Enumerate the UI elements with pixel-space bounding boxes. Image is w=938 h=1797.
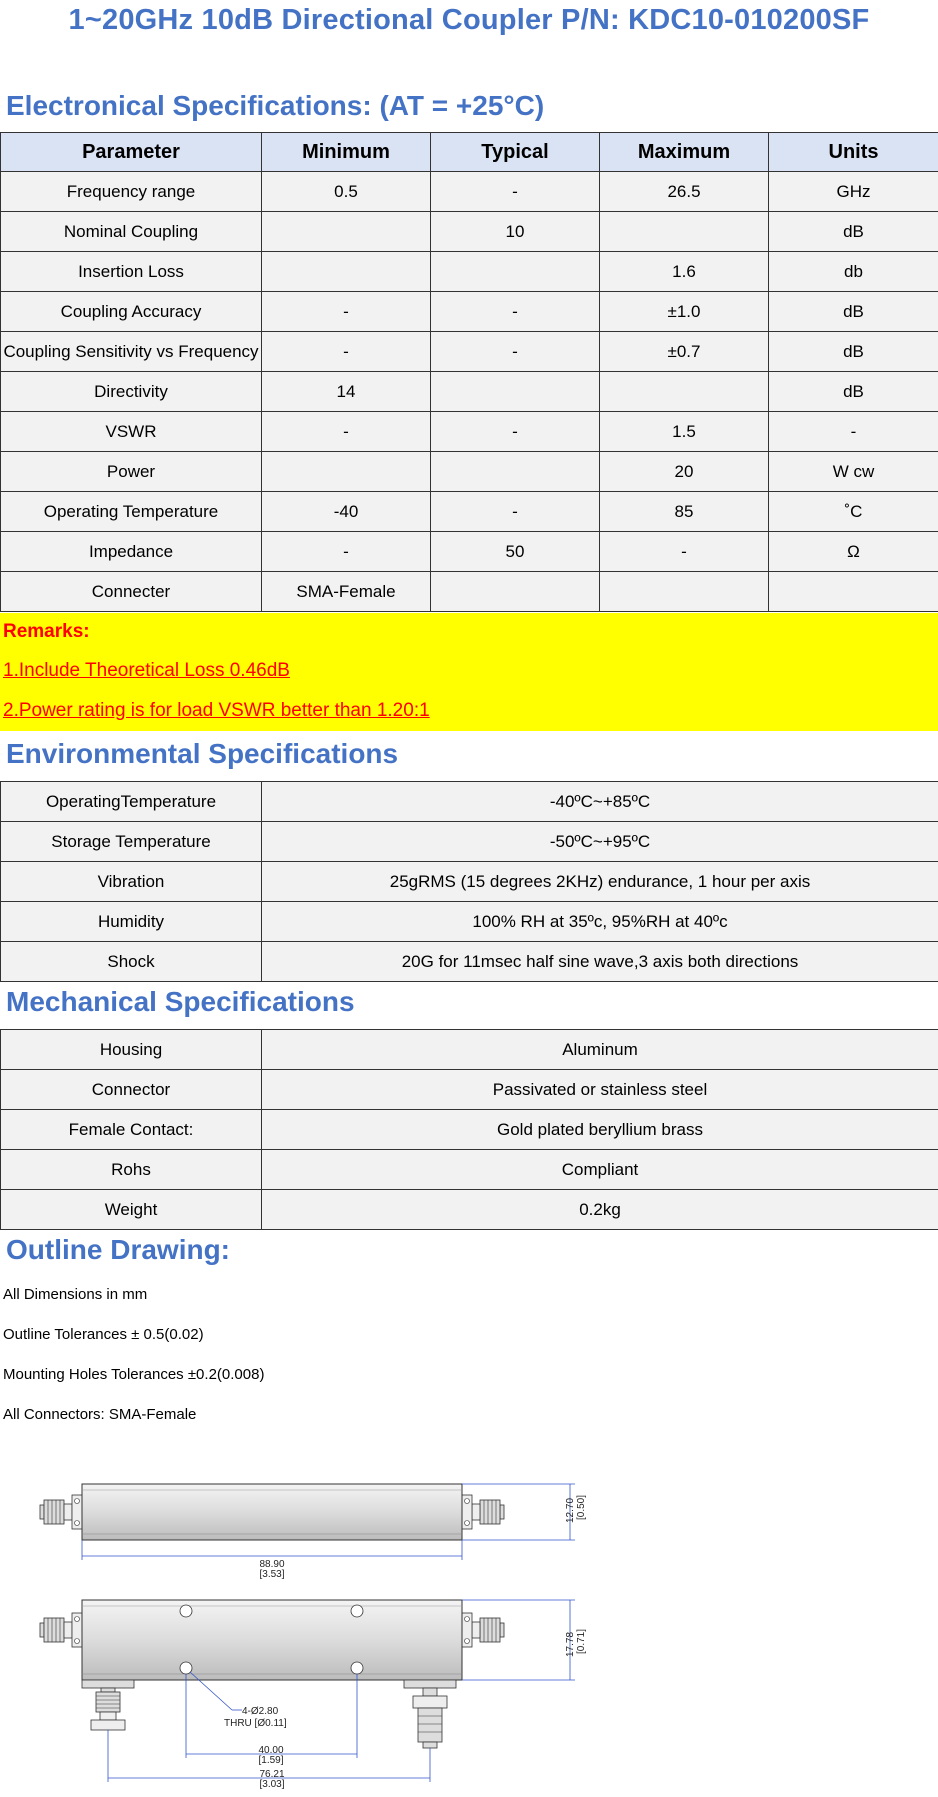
value-cell: 50 (431, 532, 600, 572)
parameter-cell: OperatingTemperature (1, 782, 262, 822)
table-row (1, 782, 938, 822)
remarks-box (0, 613, 938, 731)
parameter-cell: Insertion Loss (1, 252, 262, 292)
table-row (1, 212, 938, 252)
outline-note: All Connectors: SMA-Female (3, 1406, 197, 1423)
front-view (40, 1600, 587, 1790)
parameter-cell: Coupling Sensitivity vs Frequency (1, 332, 262, 372)
value-cell (600, 212, 769, 252)
top-view (40, 1484, 587, 1580)
value-cell: 0.5 (262, 172, 431, 212)
value-cell: ±1.0 (600, 292, 769, 332)
value-cell: Ω (769, 532, 938, 572)
sma-connector-icon (91, 1688, 125, 1730)
value-cell (431, 372, 600, 412)
value-cell: 10 (431, 212, 600, 252)
value-cell: 0.2kg (262, 1190, 938, 1230)
column-header-parameter: Parameter (1, 133, 262, 172)
dimension-label: 40.00 (258, 1745, 284, 1756)
value-cell: 20G for 11msec half sine wave,3 axis both directions (262, 942, 938, 982)
parameter-cell: Power (1, 452, 262, 492)
page-title: 1~20GHz 10dB Directional Coupler P/N: KDC10-010200SF (68, 4, 870, 36)
table-row (1, 822, 938, 862)
parameter-cell: Nominal Coupling (1, 212, 262, 252)
dimension-label: 4-Ø2.80 (242, 1706, 279, 1717)
value-cell: dB (769, 372, 938, 412)
value-cell (262, 252, 431, 292)
value-cell (769, 572, 938, 612)
value-cell: ±0.7 (600, 332, 769, 372)
value-cell: - (600, 532, 769, 572)
value-cell: 85 (600, 492, 769, 532)
value-cell: Passivated or stainless steel (262, 1070, 938, 1110)
value-cell: 25gRMS (15 degrees 2KHz) endurance, 1 hour per axis (262, 862, 938, 902)
outline-note: Outline Tolerances ± 0.5(0.02) (3, 1326, 204, 1343)
value-cell: - (431, 292, 600, 332)
value-cell: -50ºC~+95ºC (262, 822, 938, 862)
sma-connector-icon (462, 1613, 504, 1647)
dimension-label: 88.90 (259, 1559, 285, 1570)
table-row (1, 452, 938, 492)
sma-connector-icon (462, 1495, 504, 1529)
environmental-specs-table (0, 781, 938, 982)
value-cell: ˚C (769, 492, 938, 532)
mechanical-specs-table (0, 1029, 938, 1230)
parameter-cell: Rohs (1, 1150, 262, 1190)
value-cell: dB (769, 212, 938, 252)
outline-note: All Dimensions in mm (3, 1286, 148, 1303)
parameter-cell: Operating Temperature (1, 492, 262, 532)
table-row (1, 572, 938, 612)
value-cell: -40ºC~+85ºC (262, 782, 938, 822)
parameter-cell: VSWR (1, 412, 262, 452)
table-row (1, 332, 938, 372)
value-cell (600, 572, 769, 612)
outline-note: Mounting Holes Tolerances ±0.2(0.008) (3, 1366, 265, 1383)
value-cell: W cw (769, 452, 938, 492)
value-cell: Aluminum (262, 1030, 938, 1070)
table-row (1, 412, 938, 452)
value-cell: SMA-Female (262, 572, 431, 612)
dimension-label: 12.70 (565, 1497, 576, 1523)
value-cell: - (431, 172, 600, 212)
parameter-cell: Female Contact: (1, 1110, 262, 1150)
parameter-cell: Housing (1, 1030, 262, 1070)
value-cell (431, 252, 600, 292)
table-row (1, 252, 938, 292)
dimension-label: [0.71] (576, 1628, 587, 1654)
table-row (1, 1030, 938, 1070)
parameter-cell: Frequency range (1, 172, 262, 212)
parameter-cell: Connecter (1, 572, 262, 612)
parameter-cell: Coupling Accuracy (1, 292, 262, 332)
remark-item: 2.Power rating is for load VSWR better than 1.20:1 (3, 700, 430, 721)
value-cell: db (769, 252, 938, 292)
value-cell: GHz (769, 172, 938, 212)
table-row (1, 862, 938, 902)
column-header-maximum: Maximum (600, 133, 769, 172)
table-row (1, 902, 938, 942)
mechanical-specs-heading: Mechanical Specifications (6, 986, 355, 1017)
value-cell: - (431, 412, 600, 452)
dimension-label: [3.03] (259, 1779, 285, 1790)
outline-drawing (0, 1440, 640, 1790)
table-row (1, 292, 938, 332)
table-row (1, 1070, 938, 1110)
value-cell: - (262, 412, 431, 452)
value-cell: - (431, 332, 600, 372)
value-cell: - (262, 292, 431, 332)
value-cell: 14 (262, 372, 431, 412)
table-row (1, 372, 938, 412)
sma-connector-icon (40, 1613, 82, 1647)
table-row (1, 172, 938, 212)
dimension-label: 17.78 (565, 1631, 576, 1657)
value-cell: dB (769, 332, 938, 372)
table-row (1, 1190, 938, 1230)
parameter-cell: Connector (1, 1070, 262, 1110)
parameter-cell: Shock (1, 942, 262, 982)
table-row (1, 1110, 938, 1150)
sma-connector-icon (40, 1495, 82, 1529)
value-cell: dB (769, 292, 938, 332)
remark-item: 1.Include Theoretical Loss 0.46dB (3, 660, 290, 681)
value-cell: - (262, 532, 431, 572)
dimension-label: 76.21 (259, 1769, 285, 1780)
parameter-cell: Impedance (1, 532, 262, 572)
parameter-cell: Directivity (1, 372, 262, 412)
value-cell: 1.6 (600, 252, 769, 292)
value-cell (262, 452, 431, 492)
dimension-label: [0.50] (576, 1494, 587, 1520)
value-cell: - (769, 412, 938, 452)
dimension-label: [3.53] (259, 1569, 285, 1580)
value-cell: 100% RH at 35ºc, 95%RH at 40ºc (262, 902, 938, 942)
value-cell: 20 (600, 452, 769, 492)
value-cell: -40 (262, 492, 431, 532)
value-cell (431, 452, 600, 492)
value-cell (431, 572, 600, 612)
table-row (1, 532, 938, 572)
dimension-label: THRU [Ø0.11] (224, 1718, 287, 1729)
parameter-cell: Storage Temperature (1, 822, 262, 862)
remarks-heading: Remarks: (3, 621, 90, 642)
value-cell: Compliant (262, 1150, 938, 1190)
value-cell (600, 372, 769, 412)
parameter-cell: Humidity (1, 902, 262, 942)
environmental-specs-heading: Environmental Specifications (6, 738, 399, 769)
electrical-specs-heading: Electronical Specifications: (AT = +25°C) (6, 90, 545, 121)
value-cell: - (262, 332, 431, 372)
value-cell: Gold plated beryllium brass (262, 1110, 938, 1150)
value-cell: 26.5 (600, 172, 769, 212)
table-row (1, 492, 938, 532)
column-header-minimum: Minimum (262, 133, 431, 172)
electrical-specs-table (0, 132, 938, 612)
value-cell: 1.5 (600, 412, 769, 452)
outline-drawing-heading: Outline Drawing: (6, 1234, 230, 1265)
table-row (1, 942, 938, 982)
column-header-units: Units (769, 133, 938, 172)
value-cell: - (431, 492, 600, 532)
dimension-label: [1.59] (258, 1755, 284, 1766)
column-header-typical: Typical (431, 133, 600, 172)
parameter-cell: Vibration (1, 862, 262, 902)
table-row (1, 1150, 938, 1190)
parameter-cell: Weight (1, 1190, 262, 1230)
value-cell (262, 212, 431, 252)
